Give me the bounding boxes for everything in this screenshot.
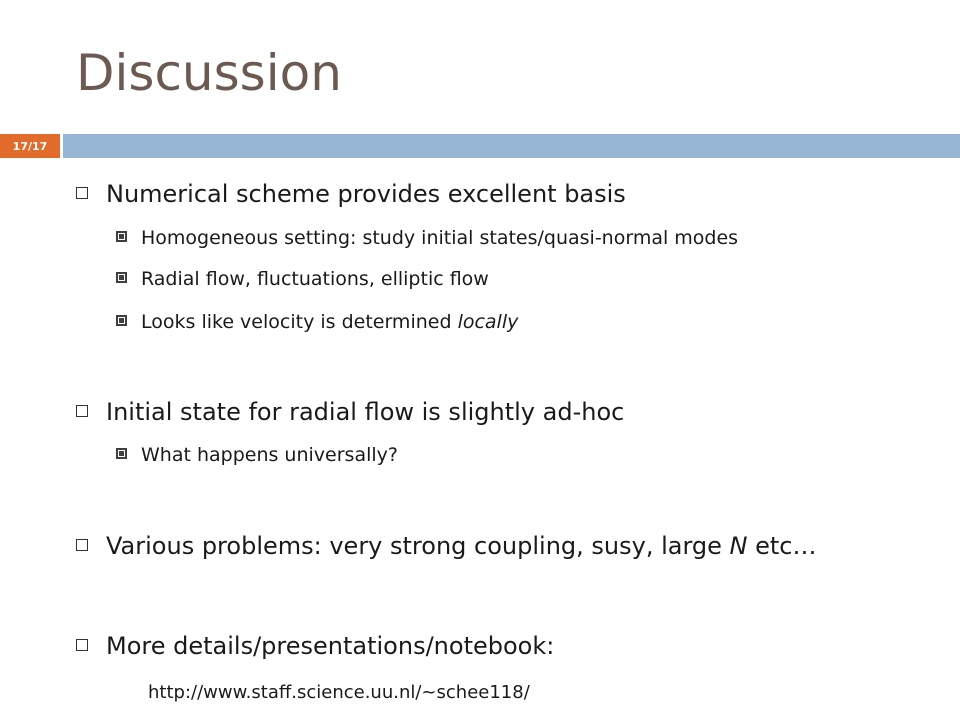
square-bullet-icon [76, 639, 88, 651]
square-bullet-icon [76, 539, 88, 551]
website-url[interactable]: http://www.staff.science.uu.nl/~schee118/ [148, 682, 530, 703]
filled-square-bullet-icon [116, 272, 127, 283]
page-number-badge [0, 134, 60, 158]
page-number: 17/17 [12, 139, 48, 153]
bullet-3-suffix: etc… [747, 532, 817, 560]
filled-square-bullet-icon [116, 315, 127, 326]
bullet-1-sub-3-italic: locally [457, 311, 519, 333]
bullet-1-sub-3 [116, 311, 518, 333]
bullet-1-text: Numerical scheme provides excellent basis [106, 180, 626, 208]
bullet-4 [76, 632, 554, 660]
bullet-3 [76, 532, 816, 560]
square-bullet-icon [76, 187, 88, 199]
bullet-4-text: More details/presentations/notebook: [106, 632, 555, 660]
square-bullet-icon [76, 405, 88, 417]
bullet-1-sub-1 [116, 227, 738, 249]
bullet-1-sub-2 [116, 268, 489, 290]
bullet-1-sub-3-text: Looks like velocity is determined [141, 311, 458, 333]
bullet-3-text: Various problems: very strong coupling, susy, large [106, 532, 730, 560]
filled-square-bullet-icon [116, 448, 127, 459]
bullet-3-italic: N [729, 532, 748, 560]
bullet-2-text: Initial state for radial flow is slightly ad-hoc [106, 398, 625, 426]
bullet-1-sub-2-text: Radial flow, fluctuations, elliptic flow [141, 268, 489, 290]
bullet-2-sub-1 [116, 444, 398, 466]
filled-square-bullet-icon [116, 231, 127, 242]
bullet-2-sub-1-text: What happens universally? [141, 444, 398, 466]
slide-title: Discussion [76, 44, 342, 102]
accent-bar [63, 134, 960, 158]
bullet-2 [76, 398, 624, 426]
bullet-1 [76, 180, 626, 208]
bullet-1-sub-1-text: Homogeneous setting: study initial states/quasi-normal modes [141, 227, 739, 249]
